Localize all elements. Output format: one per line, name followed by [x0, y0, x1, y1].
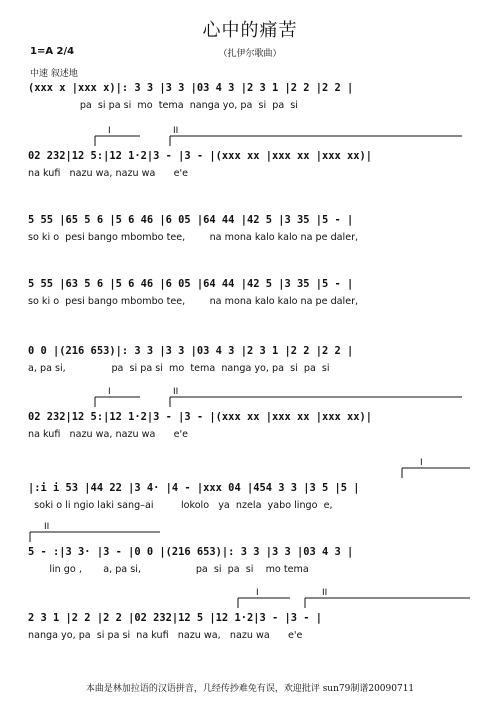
footer-note: 本曲是林加拉语的汉语拼音，几经传抄难免有误，欢迎批评 sun79制谱20090711	[85, 684, 415, 694]
volta-label-2: II	[173, 126, 179, 136]
notation-line: 0 0 |(216 653)|: 3 3 |3 3 |03 4 3 |2 3 1 |2 2 |2 2 |	[28, 345, 354, 357]
notation-line: 02 232|12 5:|12 1·2|3 - |3 - |(xxx xx |xxx xx |xxx xx)|	[28, 411, 373, 423]
lyrics-line: na kufi nazu wa, nazu wa e'e	[28, 168, 189, 179]
lyrics-line: a, pa si, pa si pa si mo tema nanga yo, pa si pa si	[28, 363, 330, 374]
notation-line: 2 3 1 |2 2 |2 2 |02 232|12 5 |12 1·2|3 - |3 - |	[28, 612, 323, 624]
notation-line: 5 55 |63 5 6 |5 6 46 |6 05 |64 44 |42 5 |3 35 |5 - |	[28, 278, 354, 290]
volta-label-2: II	[44, 522, 50, 532]
volta-label-1: I	[108, 387, 111, 397]
lyrics-line: nanga yo, pa si pa si na kufi nazu wa, nazu wa e'e	[28, 630, 303, 641]
notation-line: 5 55 |65 5 6 |5 6 46 |6 05 |64 44 |42 5 |3 35 |5 - |	[28, 214, 354, 226]
lyrics-line: soki o li ngio laki sang–ai lokolo ya nzela yabo lingo e,	[28, 500, 333, 511]
lyrics-line: lin go , a, pa si, pa si pa si mo tema	[28, 564, 309, 575]
volta-label-1: I	[256, 588, 259, 598]
lyrics-line: pa si pa si mo tema nanga yo, pa si pa si	[28, 100, 298, 111]
volta-label-1: I	[420, 458, 423, 468]
volta-label-2: II	[173, 387, 179, 397]
song-subtitle: （扎伊尔歌曲）	[218, 49, 282, 59]
lyrics-line: na kufi nazu wa, nazu wa e'e	[28, 429, 189, 440]
notation-line: |:i i 53 |44 22 |3 4· |4 - |xxx 04 |454 3 3 |3 5 |5 |	[28, 482, 360, 494]
tempo-marking: 中速 叙述地	[30, 69, 78, 79]
lyrics-line: so ki o pesi bango mbombo tee, na mona kalo kalo na pe daler,	[28, 296, 359, 307]
song-title: 心中的痛苦	[202, 20, 298, 41]
lyrics-line: so ki o pesi bango mbombo tee, na mona kalo kalo na pe daler,	[28, 232, 359, 243]
notation-line: 02 232|12 5:|12 1·2|3 - |3 - |(xxx xx |xxx xx |xxx xx)|	[28, 150, 373, 162]
volta-label-2: II	[322, 588, 328, 598]
volta-label-1: I	[108, 126, 111, 136]
notation-line: (xxx x |xxx x)|: 3 3 |3 3 |03 4 3 |2 3 1 |2 2 |2 2 |	[28, 82, 354, 94]
key-signature: 1=A 2/4	[30, 46, 75, 57]
notation-line: 5 - :|3 3· |3 - |0 0 |(216 653)|: 3 3 |3 3 |03 4 3 |	[28, 546, 354, 558]
